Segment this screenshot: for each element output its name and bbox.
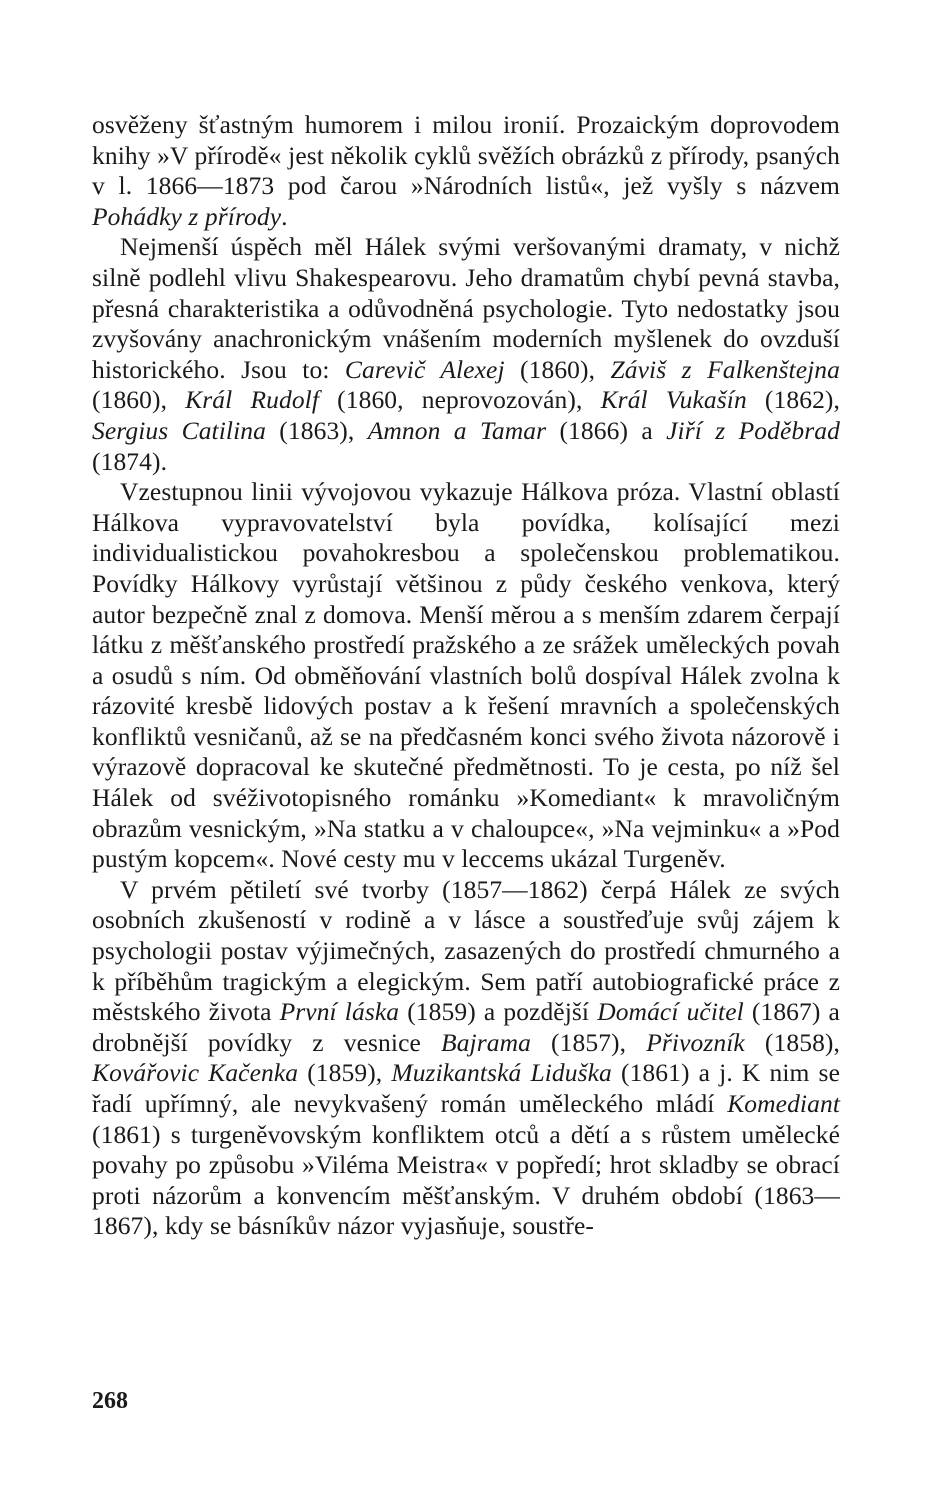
text-run: (1859), xyxy=(298,1058,392,1088)
text-run: (1859) a pozdější xyxy=(399,997,598,1027)
italic-title: Sergius Catilina xyxy=(92,415,266,445)
text-run: (1860), xyxy=(504,354,611,384)
text-run: (1866) a xyxy=(546,415,667,445)
italic-title: První láska xyxy=(279,997,400,1027)
page-text-body xyxy=(92,110,840,1242)
italic-title: Král Rudolf xyxy=(185,385,320,415)
italic-title: Jiří z Poděbrad xyxy=(666,415,840,445)
text-run: (1861) s turgeněvovským konfliktem otců a dětí a s růstem umělecké povahy po způsobu »Viléma Meistra« v popředí; hrot skladby se obrací proti názorům a konvencím měšťanským. V druhém období (1863—1867), kdy se básníkův názor vyjasňuje, soustře- xyxy=(92,1119,840,1241)
text-run: (1863), xyxy=(265,415,368,445)
text-run: (1860, neprovozován), xyxy=(319,385,601,415)
text-run: (1860), xyxy=(92,385,186,415)
text-run: Nejmenší úspěch měl Hálek svými veršovanými dramaty, v nichž silně podlehl vlivu Shakespearovu. Jeho dramatům chybí pevná stavba, přesná charakteristika a odůvodněná psychologie. Tyto nedostatky jsou zvyšovány anachronickým vnášením moderních myšlenek do ovzduší historického. Jsou to: xyxy=(92,232,840,384)
text-run: V prvém pětiletí své tvorby (1857—1862) čerpá Hálek ze svých osobních zkušeností v rodině a v lásce a soustřeďuje svůj zájem k psychologii postav výjimečných, zasazených do prostředí chmurného a k příběhům tragickým a elegickým. Sem patří autobiografické práce z městského života xyxy=(92,874,840,1027)
italic-title: Carevič Alexej xyxy=(344,354,505,384)
paragraph xyxy=(92,875,840,1242)
paragraph xyxy=(92,232,840,477)
text-run: . xyxy=(281,201,288,231)
italic-title: Bajrama xyxy=(441,1027,531,1057)
text-run: (1874). xyxy=(92,446,168,476)
text-run: (1867) a drobnější povídky z vesnice xyxy=(92,997,840,1057)
paragraph xyxy=(92,110,840,232)
italic-title: Muzikantská Liduška xyxy=(391,1058,612,1088)
text-run: (1862), xyxy=(746,385,840,415)
italic-title: Amnon a Tamar xyxy=(367,415,547,445)
italic-title: Pohádky z přírody xyxy=(92,201,282,231)
text-run: osvěženy šťastným humorem i milou ironií. Prozaickým doprovodem knihy »V přírodě« jest několik cyklů svěžích obrázků z přírody, psaných v l. 1866—1873 pod čarou »Národních listů«, jež vyšly s názvem xyxy=(92,110,840,201)
page-number: 268 xyxy=(92,1388,128,1414)
italic-title: Komediant xyxy=(727,1089,840,1118)
text-run: (1858), xyxy=(744,1027,840,1057)
text-run: Vzestupnou linii vývojovou vykazuje Hálkova próza. Vlastní oblastí Hálkova vypravovatelství byla povídka, kolísající mezi individualistickou povahokresbou a společenskou problematikou. Povídky Hálkovy vyrůstají většinou z půdy českého venkova, který autor bezpečně znal z domova. Menší měrou a s menším zdarem čerpají látku z měšťanského prostředí pražského a ze srážek uměleckých povah a osudů s ním. Od obměňování vlastních bolů dospíval Hálek zvolna k rázovité kresbě lidových postav a k řešení mravních a společenských konfliktů vesničanů, až se na předčasném konci svého života názorově i výrazově dopracoval ke skutečné předmětnosti. To je cesta, po níž šel Hálek od svéživotopisného románku »Komediant« k mravoličným obrazům vesnickým, »Na statku a v chaloupce«, »Na vejminku« a »Pod pustým kopcem«. Nové cesty mu v leccems ukázal Turgeněv. xyxy=(92,477,840,874)
italic-title: Záviš z Falkenštejna xyxy=(610,354,840,384)
text-run: (1857), xyxy=(530,1027,647,1057)
italic-title: Král Vukašín xyxy=(600,385,747,415)
italic-title: Přivozník xyxy=(646,1027,745,1057)
italic-title: Domácí učitel xyxy=(597,997,744,1027)
italic-title: Kovářovic Kačenka xyxy=(92,1058,299,1088)
paragraph xyxy=(92,477,840,875)
text-run: (1861) a j. K nim se řadí upřímný, ale nevykvašený román uměleckého mládí xyxy=(92,1058,840,1118)
